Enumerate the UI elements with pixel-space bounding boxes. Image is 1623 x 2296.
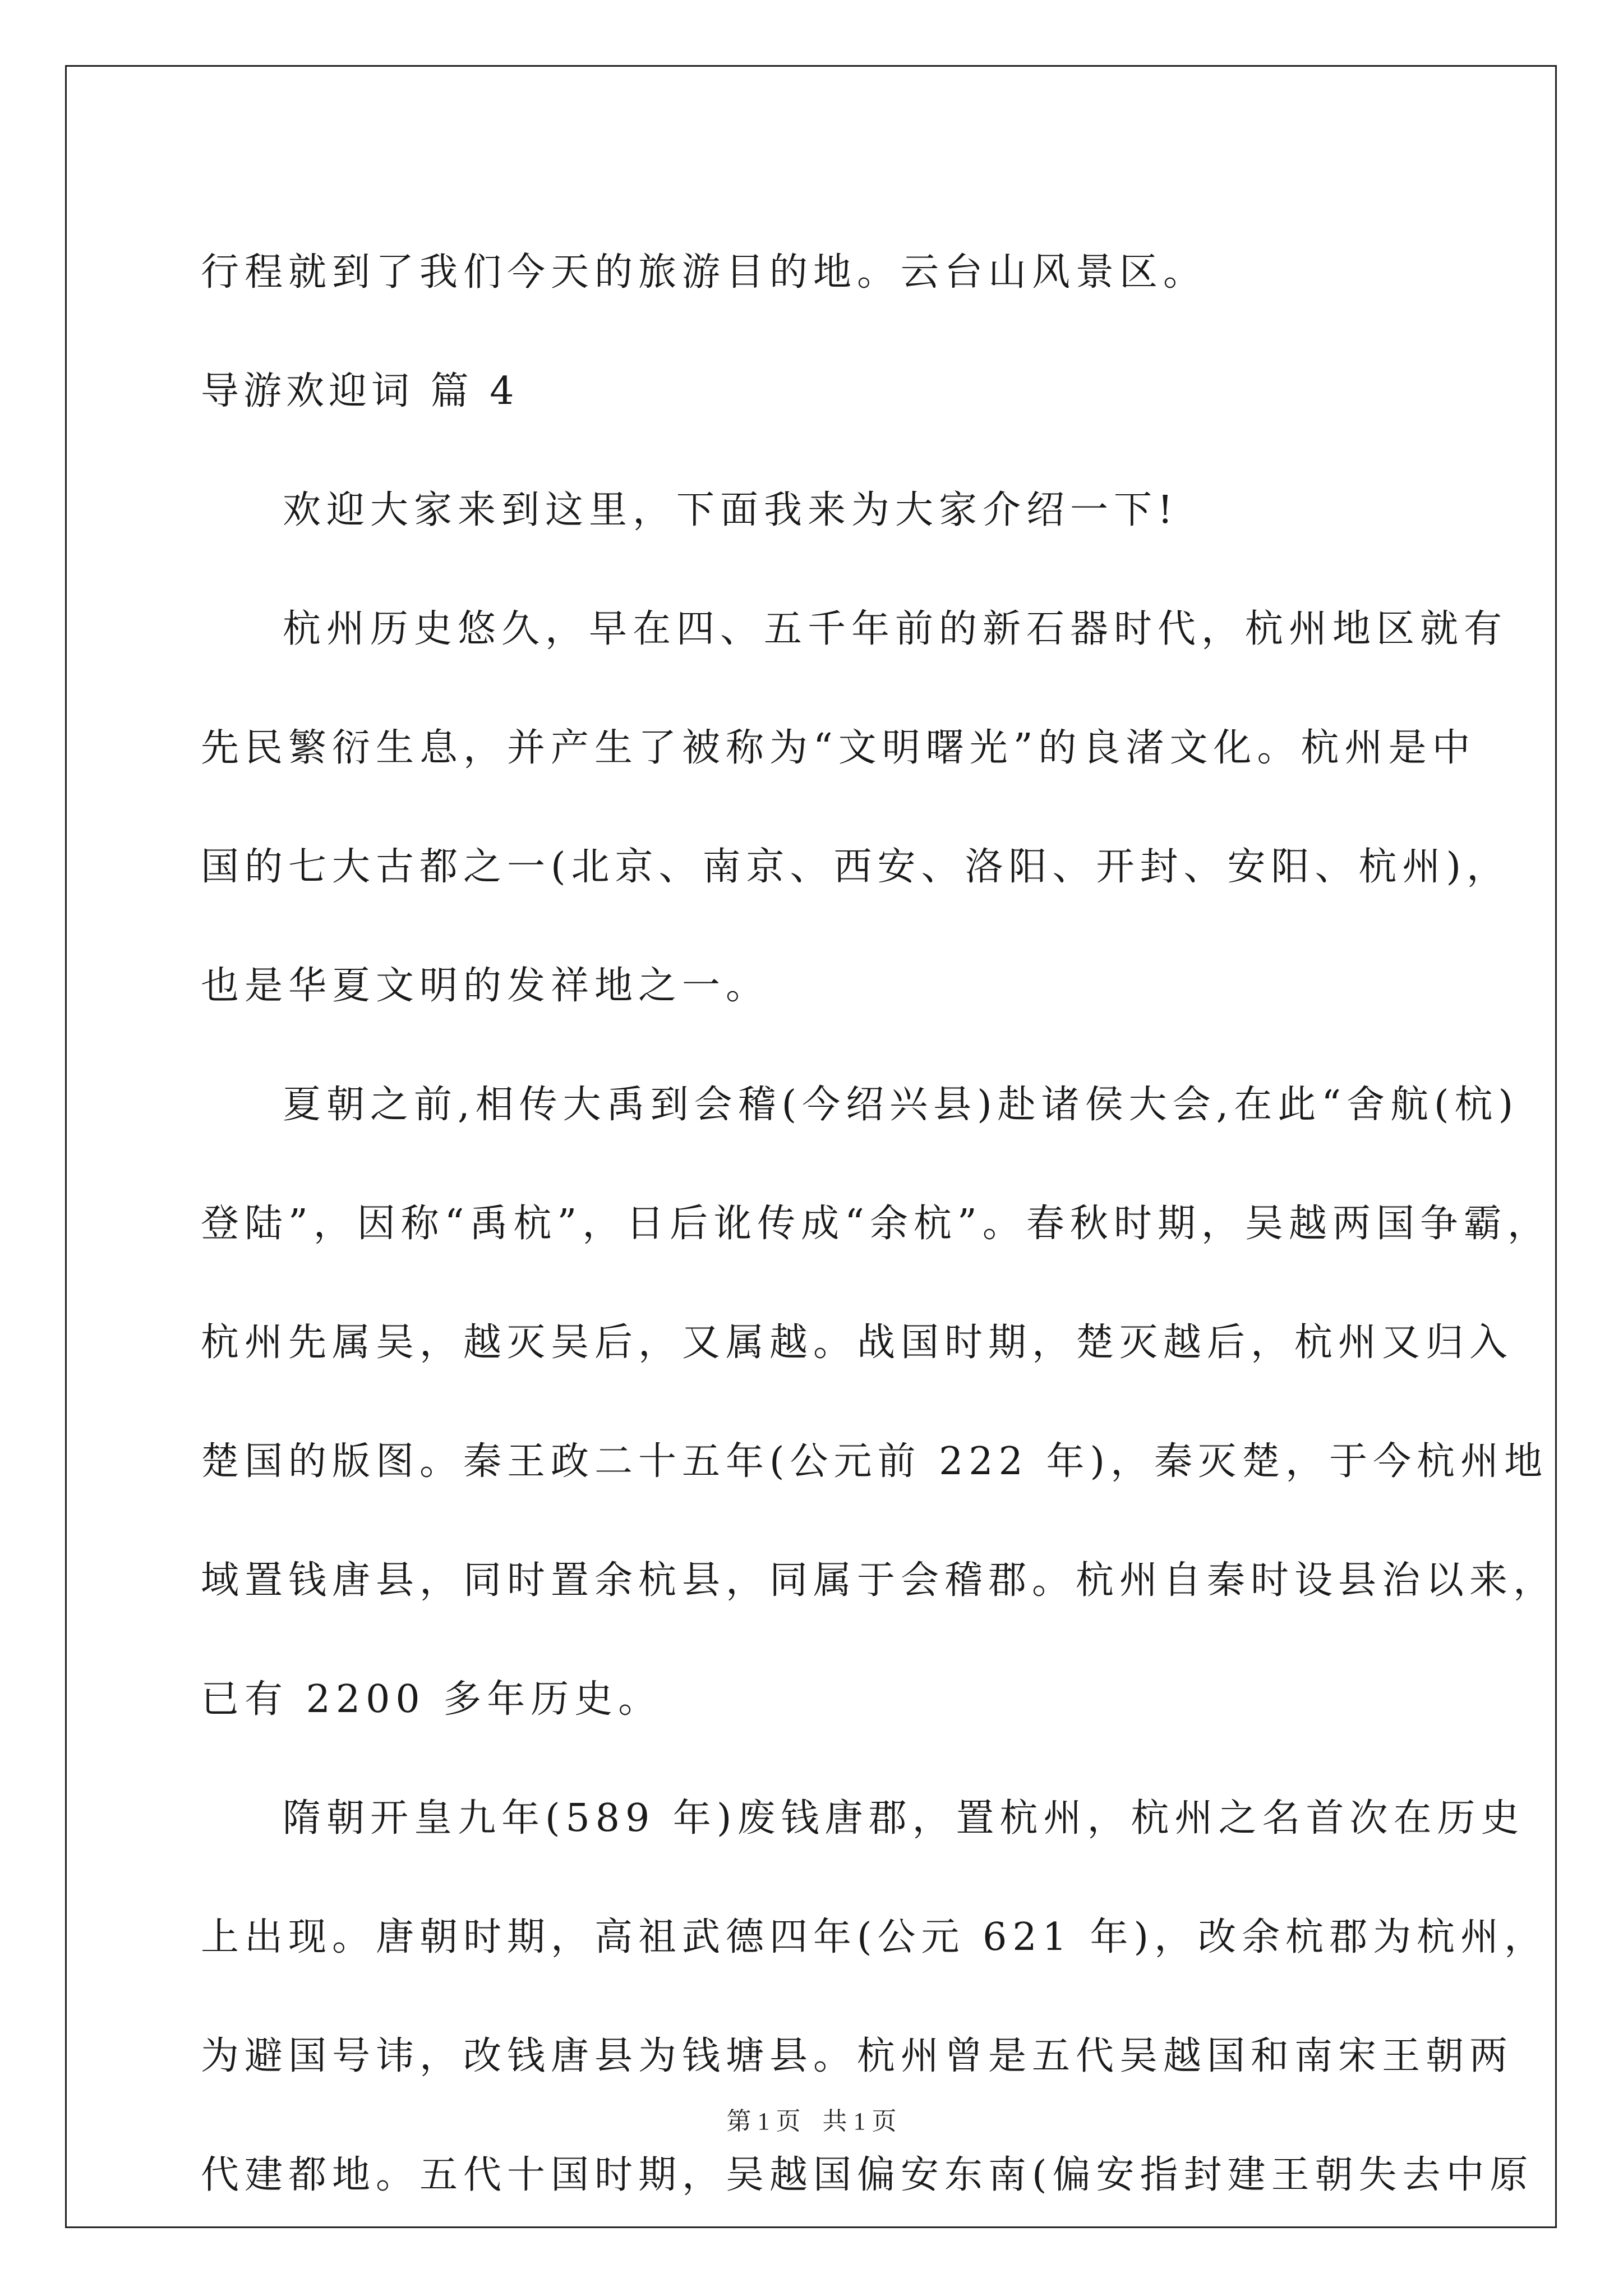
text-line-13: 已有 2200 多年历史。: [201, 1677, 662, 1722]
text-line-15: 上出现。唐朝时期，高祖武德四年(公元 621 年)，改余杭郡为杭州，: [201, 1915, 1548, 1959]
text-line-11: 楚国的版图。秦王政二十五年(公元前 222 年)，秦灭楚，于今杭州地: [201, 1439, 1548, 1484]
text-line-5: 先民繁衍生息，并产生了被称为“文明曙光”的良渚文化。杭州是中: [201, 726, 1476, 770]
text-line-6: 国的七大古都之一(北京、南京、西安、洛阳、开封、安阳、杭州)，: [201, 845, 1511, 889]
text-line-10: 杭州先属吴，越灭吴后，又属越。战国时期，楚灭越后，杭州又归入: [201, 1320, 1514, 1365]
page-number-total: 共 1 页: [822, 2108, 897, 2135]
text-line-17: 代建都地。五代十国时期，吴越国偏安东南(偏安指封建王朝失去中原: [201, 2153, 1534, 2197]
page-number-current: 第 1 页: [726, 2108, 801, 2135]
section-heading: 导游欢迎词 篇 4: [201, 369, 519, 413]
page-footer: [0, 2101, 1623, 2137]
text-line-8: 夏朝之前,相传大禹到会稽(今绍兴县)赴诸侯大会,在此“舍航(杭): [283, 1083, 1519, 1127]
text-line-1: 行程就到了我们今天的旅游目的地。云台山风景区。: [201, 250, 1207, 295]
text-line-3: 欢迎大家来到这里，下面我来为大家介绍一下!: [283, 488, 1179, 532]
text-line-9: 登陆”，因称“禹杭”，日后讹传成“余杭”。春秋时期，吴越两国争霸，: [201, 1202, 1551, 1246]
text-line-12: 域置钱唐县，同时置余杭县，同属于会稽郡。杭州自秦时设县治以来，: [201, 1558, 1557, 1603]
text-line-14: 隋朝开皇九年(589 年)废钱唐郡，置杭州，杭州之名首次在历史: [283, 1796, 1525, 1841]
text-line-4: 杭州历史悠久，早在四、五千年前的新石器时代，杭州地区就有: [283, 607, 1508, 651]
text-line-16: 为避国号讳，改钱唐县为钱塘县。杭州曾是五代吴越国和南宋王朝两: [201, 2034, 1514, 2078]
text-line-7: 也是华夏文明的发祥地之一。: [201, 964, 770, 1008]
document-body: [201, 213, 1557, 2235]
